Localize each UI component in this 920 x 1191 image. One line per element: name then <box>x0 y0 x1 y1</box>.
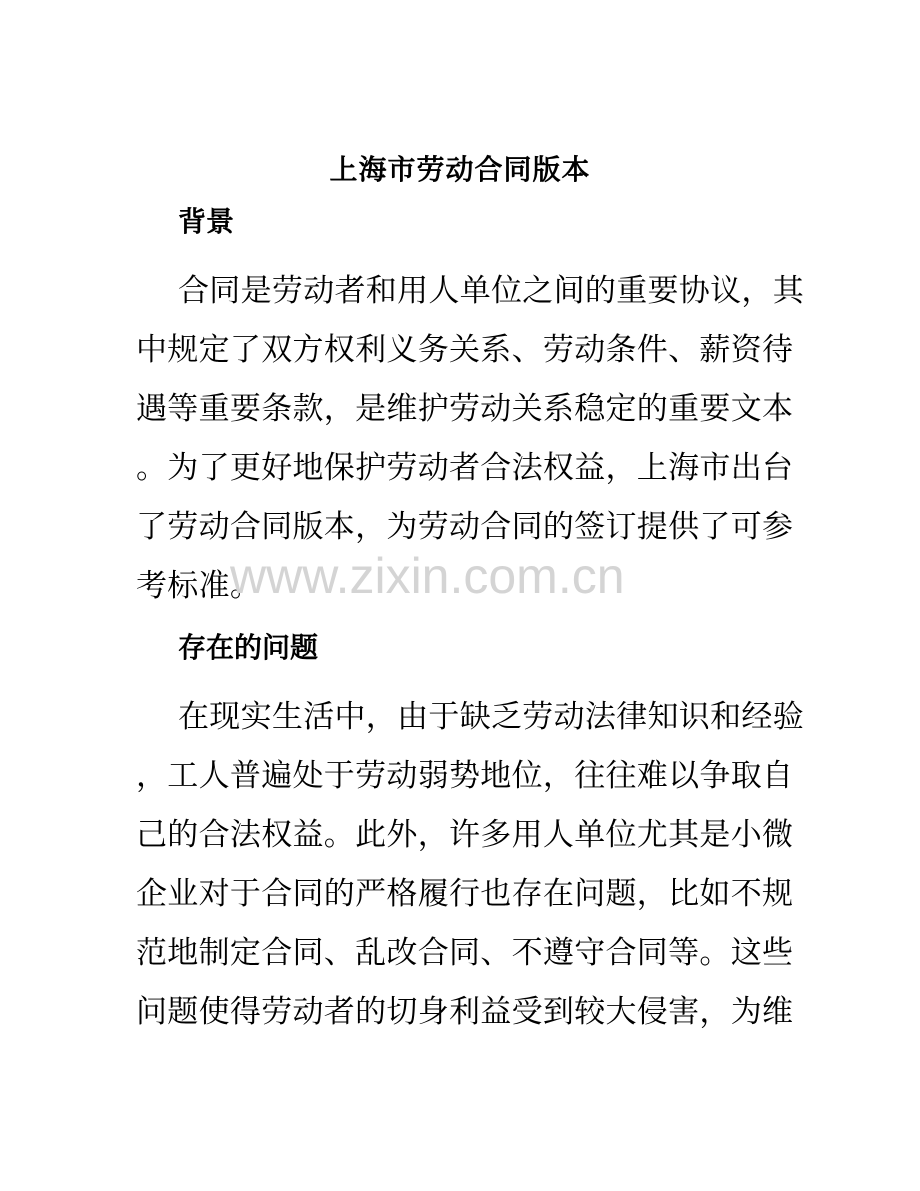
section-heading-issues: 存在的问题 <box>178 631 319 664</box>
paragraph-line: 合同是劳动者和用人单位之间的重要协议，其 <box>178 273 804 309</box>
watermark-text: www.zixin.com.cn <box>230 548 625 604</box>
section-paragraph-issues <box>136 688 804 1042</box>
paragraph-line: 了劳动合同版本，为劳动合同的签订提供了可参 <box>136 509 794 545</box>
paragraph-line: 考标准。 <box>136 568 262 604</box>
section-heading-background: 背景 <box>178 205 235 238</box>
document-title: 上海市劳动合同版本 <box>329 153 591 186</box>
paragraph-line: ，工人普遍处于劳动弱势地位，往往难以争取自 <box>136 758 794 794</box>
paragraph-line: 在现实生活中，由于缺乏劳动法律知识和经验 <box>178 699 804 735</box>
paragraph-line: 己的合法权益。此外，许多用人单位尤其是小微 <box>136 817 794 853</box>
section-paragraph-background <box>136 262 804 616</box>
paragraph-line: 。为了更好地保护劳动者合法权益，上海市出台 <box>136 450 794 486</box>
paragraph-line: 问题使得劳动者的切身利益受到较大侵害，为维 <box>136 994 794 1030</box>
paragraph-line: 中规定了双方权利义务关系、劳动条件、薪资待 <box>136 332 794 368</box>
paragraph-line: 遇等重要条款，是维护劳动关系稳定的重要文本 <box>136 391 794 427</box>
paragraph-line: 企业对于合同的严格履行也存在问题，比如不规 <box>136 876 794 912</box>
paragraph-line: 范地制定合同、乱改合同、不遵守合同等。这些 <box>136 935 794 971</box>
